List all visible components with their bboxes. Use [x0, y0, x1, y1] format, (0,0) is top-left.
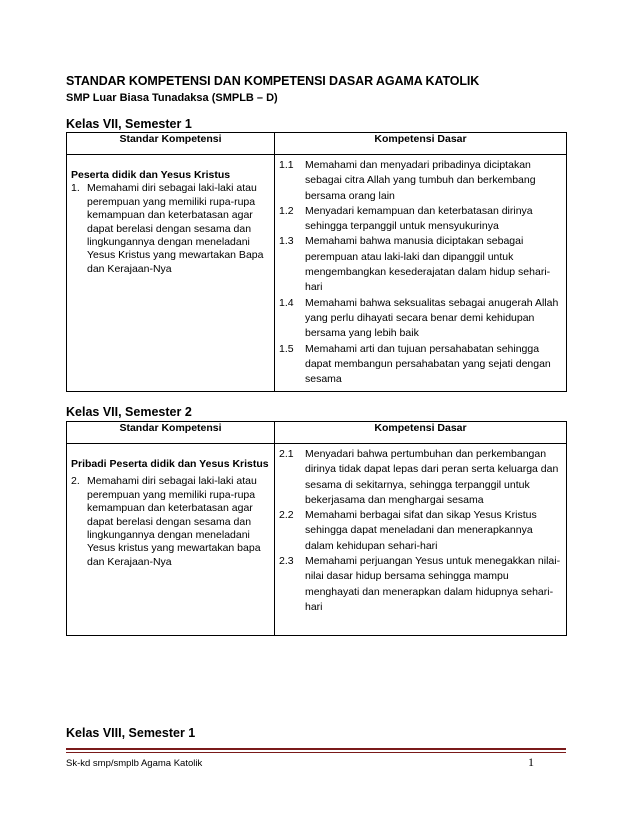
kompetensi-dasar-cell	[275, 155, 567, 392]
table-header-row	[67, 133, 567, 155]
table-row	[67, 155, 567, 392]
standar-number: 2.	[71, 475, 80, 488]
footer-divider	[66, 748, 566, 750]
standar-item	[71, 182, 270, 276]
document-subtitle: SMP Luar Biasa Tunadaksa (SMPLB – D)	[66, 92, 278, 104]
kd-text: Memahami arti dan tujuan persahabatan sehingga dapat membangun persahabatan yang sejati dengan sesama	[305, 342, 551, 386]
kd-item-1-1	[279, 158, 564, 204]
standar-cell	[67, 155, 275, 392]
standar-title: Pribadi Peserta didik dan Yesus Kristus	[71, 458, 269, 470]
document-title: STANDAR KOMPETENSI DAN KOMPETENSI DASAR AGAMA KATOLIK	[66, 74, 480, 88]
section-heading-kelas-vii-sem-1: Kelas VII, Semester 1	[66, 117, 192, 131]
kd-item-1-3	[279, 234, 564, 295]
standar-text: Memahami diri sebagai laki-laki atau perempuan yang memiliki rupa-rupa kemampuan dan keterbatasan agar dapat berelasi dengan sesama dan lingkungannya dengan meneladani Yesus kristus yang mewartakan bapa dan Kerajaan-Nya	[87, 475, 261, 568]
kd-item-1-4	[279, 296, 564, 342]
footer-document-name: Sk-kd smp/smplb Agama Katolik	[66, 758, 203, 769]
competency-table-kelas-vii-sem-1	[66, 132, 567, 392]
kd-text: Memahami bahwa seksualitas sebagai anugerah Allah yang perlu dihayati secara benar demi kehidupan bersama yang lebih baik	[305, 296, 559, 340]
competency-table-kelas-vii-sem-2	[66, 421, 567, 636]
kd-number: 1.1	[279, 159, 294, 171]
kd-item-2-1	[279, 447, 564, 508]
footer-divider-thin	[66, 752, 566, 753]
header-kompetensi-dasar: Kompetensi Dasar	[275, 133, 567, 155]
standar-item	[71, 475, 270, 569]
kd-item-1-2	[279, 204, 564, 235]
kd-number: 2.1	[279, 448, 294, 460]
standar-cell	[67, 444, 275, 636]
kd-number: 2.3	[279, 555, 294, 568]
kd-number: 1.2	[279, 204, 294, 217]
section-heading-kelas-viii-sem-1: Kelas VIII, Semester 1	[66, 726, 196, 740]
header-standar-kompetensi: Standar Kompetensi	[67, 422, 275, 444]
kd-number: 1.3	[279, 235, 294, 248]
kd-text: Memahami berbagai sifat dan sikap Yesus Kristus sehingga dapat meneladani dan menerapkannya dalam kehidupan sehari-hari	[305, 509, 537, 552]
page-number: 1	[528, 755, 534, 769]
kd-text: Memahami bahwa manusia diciptakan sebagai perempuan atau laki-laki dan dipanggil untuk mengembangkan kesederajatan dalam hidup sehari-hari	[305, 235, 551, 294]
kompetensi-dasar-cell	[275, 444, 567, 636]
kd-number: 1.4	[279, 296, 294, 309]
table-header-row	[67, 422, 567, 444]
standar-title: Peserta didik dan Yesus Kristus	[71, 169, 231, 181]
table-row	[67, 444, 567, 636]
header-standar-kompetensi: Standar Kompetensi	[67, 133, 275, 155]
kd-text: Menyadari bahwa pertumbuhan dan perkembangan dirinya tidak dapat lepas dari peran serta keluarga dan sesama di sekitarnya, sehingga terpanggil untuk bekerjasama dan menghargai sesama	[305, 448, 559, 506]
header-kompetensi-dasar: Kompetensi Dasar	[275, 422, 567, 444]
kd-item-2-3	[279, 554, 564, 615]
standar-text: Memahami diri sebagai laki-laki atau perempuan yang memiliki rupa-rupa kemampuan dan keterbatasan agar dapat berelasi dengan sesama dan lingkungannya dengan meneladani Yesus Kristus yang mewartakan Bapa dan Kerajaan-Nya	[87, 182, 264, 275]
section-heading-kelas-vii-sem-2: Kelas VII, Semester 2	[66, 405, 192, 419]
kd-number: 2.2	[279, 509, 294, 522]
kd-text: Menyadari kemampuan dan keterbatasan dirinya sehingga terpanggil untuk mensyukurinya	[305, 204, 533, 233]
kd-item-1-5	[279, 342, 564, 388]
kd-text: Memahami perjuangan Yesus untuk menegakkan nilai-nilai dasar hidup bersama sehingga mampu menghayati dan menerapkan dalam hidupnya sehari-hari	[305, 555, 561, 613]
standar-number: 1.	[71, 182, 80, 195]
kd-text: Memahami dan menyadari pribadinya diciptakan sebagai citra Allah yang tumbuh dan berkembang bersama orang lain	[305, 159, 536, 202]
kd-number: 1.5	[279, 342, 294, 355]
kd-item-2-2	[279, 508, 564, 554]
